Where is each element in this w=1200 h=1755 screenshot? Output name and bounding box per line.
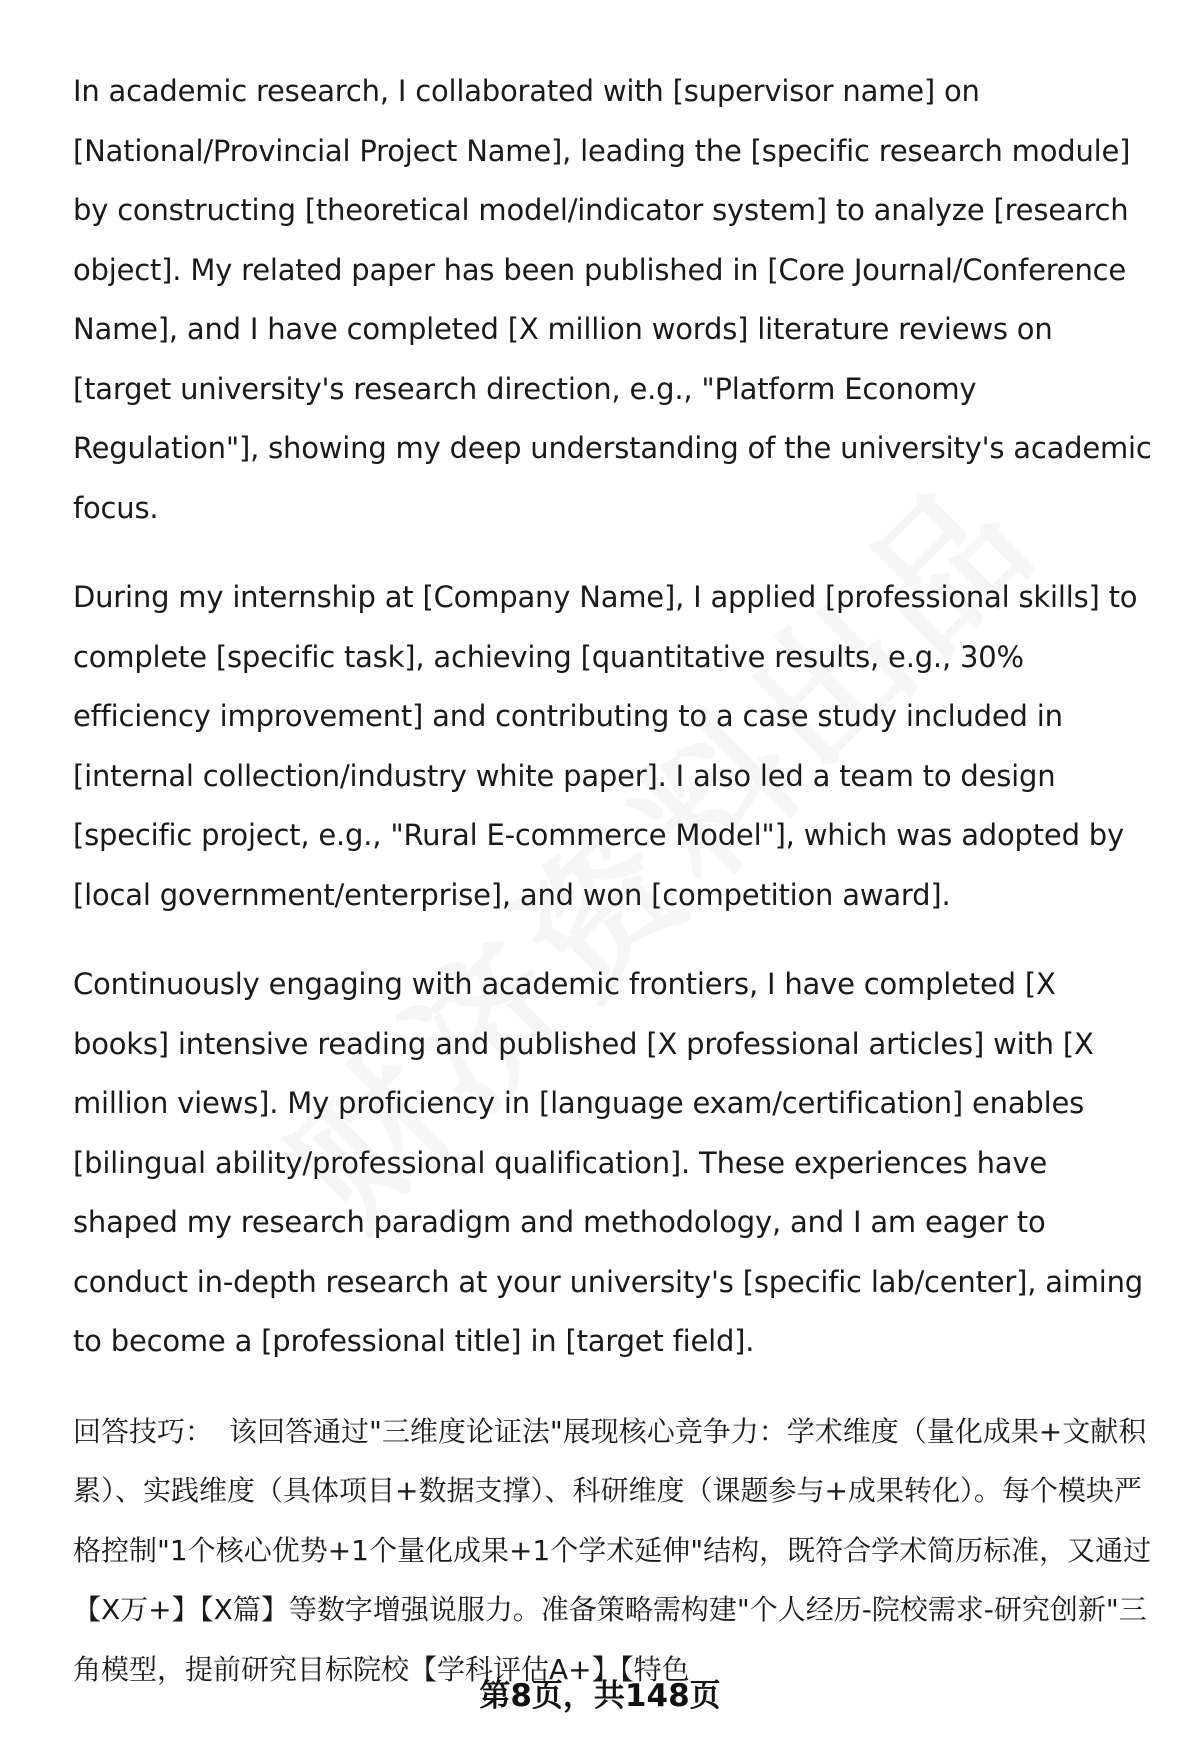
page-number: 第8页，共148页 <box>479 1678 721 1714</box>
paragraph-internship: During my internship at [Company Name], I applied [professional skills] to complete [specific task], achieving [quantitative results, e.g., 30% efficiency improvement] and contributing to a case study included in [internal collection/industry white paper]. I also led a team to design [specific project, e.g., "Rural E-commerce Model"], which was adopted by [local government/enterprise], and won [competition award]. <box>73 580 1138 912</box>
answer-tip-text: 该回答通过"三维度论证法"展现核心竞争力：学术维度（量化成果+文献积累）、实践维度（具体项目+数据支撑）、科研维度（课题参与+成果转化）。每个模块严格控制"1个核心优势+1个量化成果+1个学术延伸"结构，既符合学术简历标准，又通过【X万+】【X篇】等数字增强说服力。准备策略需构建"个人经历-院校需求-研究创新"三角模型，提前研究目标院校【学科评估A+】【特色 <box>73 1414 1152 1686</box>
paragraph-academic-research: In academic research, I collaborated with [supervisor name] on [National/Provincial Project Name], leading the [specific research module] by constructing [theoretical model/indicator system] to analyze [research object]. My related paper has been published in [Core Journal/Conference Name], and I have completed [X million words] literature reviews on [target university's research direction, e.g., "Platform Economy Regulation"], showing my deep understanding of the university's academic focus. <box>73 74 1152 525</box>
document-body <box>73 62 1153 1699</box>
answer-tip <box>73 1402 1153 1700</box>
answer-tip-label: 回答技巧： <box>73 1414 214 1448</box>
paragraph-academic-frontiers: Continuously engaging with academic frontiers, I have completed [X books] intensive reading and published [X professional articles] with [X million views]. My proficiency in [language exam/certification] enables [bilingual ability/professional qualification]. These experiences have shaped my research paradigm and methodology, and I am eager to conduct in-depth research at your university's [specific lab/center], aiming to become a [professional title] in [target field]. <box>73 967 1144 1358</box>
